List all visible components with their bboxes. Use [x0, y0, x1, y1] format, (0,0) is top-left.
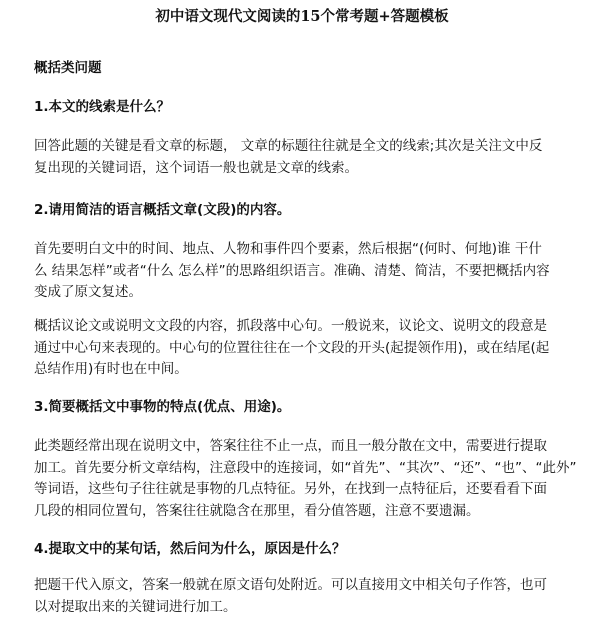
- question-4-heading: 4.提取文中的某句话，然后问为什么，原因是什么？: [34, 541, 346, 557]
- text-line: 通过中心句来表现的。中心句的位置往往在一个文段的开头(起提领作用)，或在结尾(起: [34, 339, 550, 356]
- question-1-heading: 1.本文的线索是什么？: [34, 99, 171, 115]
- text-line: 概括议论文或说明文文段的内容，抓段落中心句。一般说来，议论文、说明文的段意是: [34, 318, 547, 334]
- question-1-paragraph-1: [34, 136, 574, 179]
- text-line: 此类题经常出现在说明文中，答案往往不止一点，而且一般分散在文中，需要进行提取: [34, 438, 547, 454]
- document-title: 初中语文现代文阅读的15个常考题+答题模板: [155, 8, 449, 25]
- text-line: 变成了原文复述。: [34, 284, 142, 300]
- text-line: 么 结果怎样”或者“什么 怎么样”的思路组织语言。准确、清楚、简洁，不要把概括内容: [34, 262, 550, 279]
- text-line: 把题干代入原文，答案一般就在原文语句处附近。可以直接用文中相关句子作答，也可: [34, 577, 547, 593]
- category-heading: 概括类问题: [34, 60, 102, 76]
- question-3-heading: 3.简要概括文中事物的特点(优点、用途)。: [34, 399, 291, 415]
- text-line: 总结作用)有时也在中间。: [34, 361, 188, 377]
- text-line: 几段的相同位置句，答案往往就隐含在那里，看分值答题，注意不要遗漏。: [34, 502, 480, 519]
- text-line: 复出现的关键词语，这个词语一般也就是文章的线索。: [34, 159, 358, 176]
- question-2-heading: 2.请用简洁的语言概括文章(文段)的内容。: [34, 202, 291, 218]
- text-line: 回答此题的关键是看文章的标题， 文章的标题往往就是全文的线索;其次是关注文中反: [34, 138, 543, 154]
- question-2-paragraph-2: [34, 316, 574, 381]
- text-line: 等词语，这些句子往往就是事物的几点特征。另外，在找到一点特征后，还要看看下面: [34, 481, 547, 497]
- question-2-paragraph-1: [34, 239, 574, 304]
- question-4-paragraph-1: [34, 575, 574, 618]
- question-3-paragraph-1: [34, 436, 577, 522]
- text-line: 首先要明白文中的时间、地点、人物和事件四个要素，然后根据“(何时、何地)谁 干什: [34, 241, 542, 257]
- text-line: 加工。首先要分析文章结构，注意段中的连接词，如“首先”、“其次”、“还”、“也”、“此外”: [34, 459, 577, 476]
- text-line: 以对提取出来的关键词进行加工。: [34, 598, 237, 615]
